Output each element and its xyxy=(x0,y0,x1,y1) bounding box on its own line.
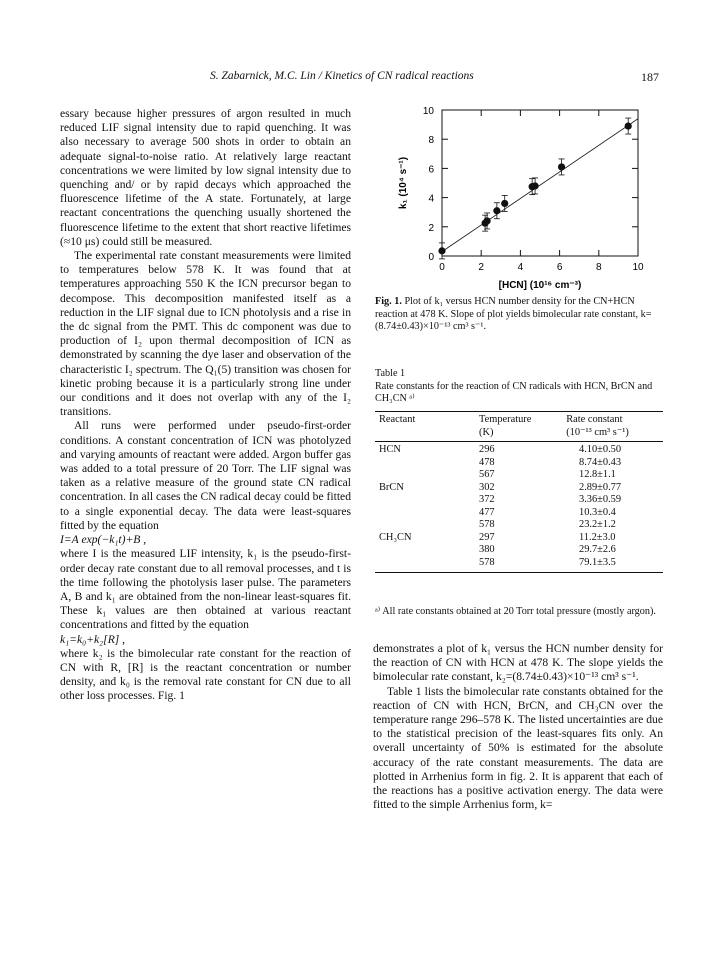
data-point xyxy=(558,163,565,170)
table-heading xyxy=(375,368,665,406)
column-header-reactant: Reactant xyxy=(379,414,416,425)
table-cell-rate: 29.7±2.6 xyxy=(579,544,616,555)
running-title: S. Zabarnick, M.C. Lin / Kinetics of CN radical reactions xyxy=(210,70,474,82)
plot-frame xyxy=(442,110,638,256)
table-cell-rate: 10.3±0.4 xyxy=(579,506,616,518)
table-cell-rate: 8.74±0.43 xyxy=(579,456,622,468)
x-axis-label: [HCN] (10¹⁶ cm⁻³) xyxy=(498,280,582,291)
y-tick-label: 0 xyxy=(428,252,434,263)
table-cell-reactant xyxy=(375,469,471,482)
paragraph: Table 1 lists the bimolecular rate constants obtained for the reaction of CN with HCN, BrCN, and CH₃CN over the temperature range 296–578 K. The listed uncertainties are due to the statistical precision of the least-squares fits only. An overall uncertainty of 50% is estimated for the absolute accuracy of the rate constant measurements. The data are plotted in Arrhenius form in fig. 2. It is apparent that each of the reactions has a positive activation energy. The data were fitted to the simple Arrhenius form, k= xyxy=(373,684,663,812)
data-point xyxy=(532,182,539,189)
table-header-row xyxy=(375,412,663,441)
fit-line xyxy=(442,119,638,252)
caption-text: Plot of k₁ versus HCN number density for the CN+HCN reaction at 478 K. Slope of plot yields bimolecular rate constant, k=(8.74±0.43)×10⁻¹³ cm³ s⁻¹. xyxy=(375,296,652,333)
table-row xyxy=(375,482,663,495)
column-header-rate: Rate constant (10⁻¹³ cm³ s⁻¹) xyxy=(566,414,629,438)
table-mid-rule xyxy=(375,441,663,442)
page-number: 187 xyxy=(641,70,659,84)
table-row xyxy=(375,557,663,570)
table-row xyxy=(375,469,663,482)
caption-label: Fig. 1. xyxy=(375,296,402,307)
scatter-plot xyxy=(375,98,675,294)
table-cell-reactant: BrCN xyxy=(379,481,404,493)
table-cell-reactant xyxy=(375,507,471,520)
x-tick-label: 2 xyxy=(478,262,484,273)
equation: I=A exp(−k₁t)+B , xyxy=(60,533,147,547)
table-cell-temperature: 296 xyxy=(479,444,495,455)
data-point xyxy=(501,200,508,207)
table-cell-rate: 2.89±0.77 xyxy=(579,481,622,493)
table-cell-reactant xyxy=(375,544,471,557)
table-cell-temperature: 578 xyxy=(479,519,495,530)
table-bottom-rule xyxy=(375,572,663,573)
table-row xyxy=(375,544,663,557)
left-column xyxy=(60,107,351,704)
table-cell-temperature: 567 xyxy=(479,469,495,480)
data-point xyxy=(438,247,445,254)
table-cell-rate: 11.2±3.0 xyxy=(579,531,616,543)
y-tick-label: 4 xyxy=(428,193,434,205)
table-cell-rate: 23.2±1.2 xyxy=(579,519,616,530)
table-cell-reactant xyxy=(375,557,471,570)
table-footnote: ᵃ⁾ All rate constants obtained at 20 Torr total pressure (mostly argon). xyxy=(375,606,656,617)
data-point xyxy=(483,217,490,224)
table-cell-reactant: CH₃CN xyxy=(379,531,412,543)
paragraph: demonstrates a plot of k₁ versus the HCN number density for the reaction of CN with HCN at 478 K. The slope yields the bimolecular rate constant, k₂=(8.74±0.43)×10⁻¹³ cm³ s⁻¹. xyxy=(373,642,663,684)
paragraph: essary because higher pressures of argon resulted in much reduced LIF signal intensity due to rapid quenching. It was also necessary to average 500 shots in order to obtain an adequate signal-to-noise ratio. At relatively large reactant concentrations we were limited by low signal intensity due to quenching and/ or by rapid decays which approached the fluorescence lifetime of the A state. Fortunately, at large reactant concentrations the quenching usually shortened the fluorescence lifetime to the extent that short reactive lifetimes (≈10 μs) could still be measured. xyxy=(60,107,351,248)
figure-caption xyxy=(375,296,665,334)
equation: k₁=k₀+k₂[R] , xyxy=(60,632,126,646)
x-tick-label: 4 xyxy=(517,262,524,273)
table-cell-reactant xyxy=(375,519,471,532)
data-point xyxy=(493,207,500,214)
table-cell-reactant: HCN xyxy=(379,444,401,455)
table-cell-reactant xyxy=(375,457,471,470)
paragraph: where k₂ is the bimolecular rate constant for the reaction of CN with R, [R] is the reactant concentration or number density, and k₀ is the removal rate constant for CN due to all other loss processes. Fig. 1 xyxy=(60,646,351,703)
paragraph: All runs were performed under pseudo-first-order conditions. A constant concentration of ICN was photolyzed and varying amounts of reactant were added. Argon buffer gas was added to a total pressure of 20 Torr. The LIF signal was taken as a relative measure of the ground state CN radical concentration. In all cases the CN radical decay could be fitted to a single exponential decay. The data were least-squares fitted by the equation xyxy=(60,419,351,532)
column-header-temperature: Temperature (K) xyxy=(479,414,532,438)
x-tick-label: 0 xyxy=(439,262,445,273)
table-cell-temperature: 477 xyxy=(479,506,495,518)
y-tick-label: 2 xyxy=(428,222,434,234)
y-tick-label: 6 xyxy=(428,164,434,176)
paragraph: where I is the measured LIF intensity, k₁ is the pseudo-first-order decay rate constant due to all removal processes, and t is the time following the photolysis laser pulse. The parameters A, B and k₁ are obtained from the non-linear least-squares fit. These k₁ values are then obtained at various reactant concentrations and fitted by the equation xyxy=(60,547,351,632)
table-cell-rate: 79.1±3.5 xyxy=(579,556,616,568)
rate-constant-table xyxy=(375,411,663,573)
table-cell-rate: 4.10±0.50 xyxy=(579,444,622,455)
x-tick-label: 6 xyxy=(556,262,563,273)
table-row xyxy=(375,494,663,507)
table-caption: Rate constants for the reaction of CN radicals with HCN, BrCN and CH₃CN ᵃ⁾ xyxy=(375,380,653,405)
table-cell-temperature: 372 xyxy=(479,494,495,505)
data-point xyxy=(625,122,632,129)
y-tick-label: 10 xyxy=(422,106,434,117)
table-row xyxy=(375,507,663,520)
paragraph: The experimental rate constant measurements were limited to temperatures below 578 K. It was found that at temperatures approaching 550 K the ICN precursor began to decompose. This decomposition manifested itself as a reduction in the LIF signal due to ICN photolysis and a rise in the dc signal from the PMT. This dc component was due to production of I₂ upon thermal decomposition of ICN as demonstrated by scanning the dye laser and observation of the characteristic I₂ spectrum. The Q₁(5) transition was chosen for kinetic probing because it is a particularly strong line under our conditions and it does not overlap with any of the I₂ transitions. xyxy=(60,249,351,419)
y-axis-label: k₁ (10⁴ s⁻¹) xyxy=(398,156,409,210)
table-row xyxy=(375,444,663,457)
right-column xyxy=(373,642,663,812)
y-tick-label: 8 xyxy=(428,135,434,147)
x-tick-label: 10 xyxy=(632,262,644,273)
table-cell-rate: 12.8±1.1 xyxy=(579,469,616,480)
table-row xyxy=(375,457,663,470)
x-tick-label: 8 xyxy=(596,262,602,273)
table-row xyxy=(375,532,663,545)
table-title: Table 1 xyxy=(375,368,406,379)
table-cell-temperature: 380 xyxy=(479,544,495,555)
running-header xyxy=(0,70,720,88)
table-cell-reactant xyxy=(375,494,471,507)
table-cell-temperature: 578 xyxy=(479,556,495,568)
table-row xyxy=(375,519,663,532)
table-cell-temperature: 302 xyxy=(479,481,495,493)
table-cell-temperature: 297 xyxy=(479,531,495,543)
table-cell-temperature: 478 xyxy=(479,456,495,468)
table-cell-rate: 3.36±0.59 xyxy=(579,494,622,505)
